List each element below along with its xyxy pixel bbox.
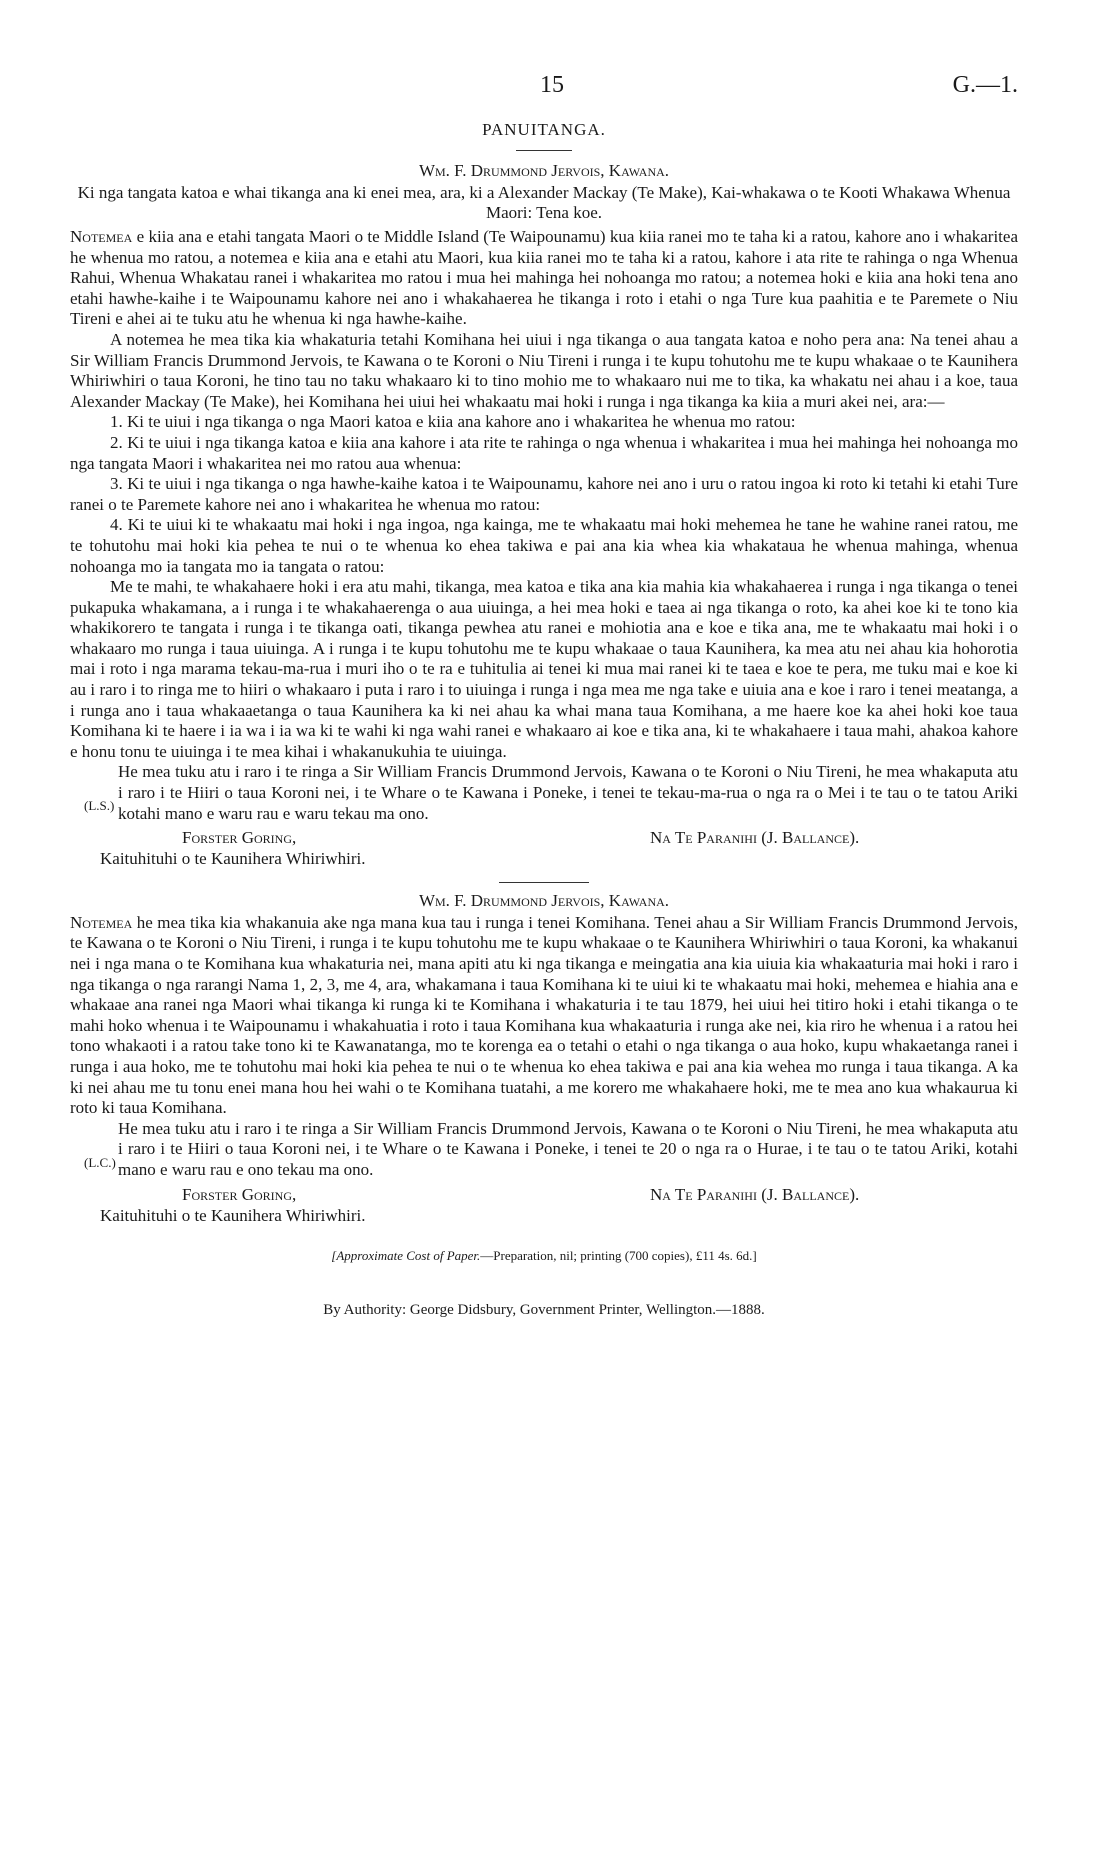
- governor-line: Wm. F. Drummond Jervois, Kawana.: [418, 890, 670, 910]
- proclamation-one: [70, 161, 1018, 870]
- cost-detail: —Preparation, nil; printing (700 copies), £11 4s. 6d.]: [480, 1248, 757, 1264]
- signer-office: Kaituhituhi o te Kaunihera Whiriwhiri.: [100, 849, 366, 869]
- list-item: 3. Ki te uiui i nga tikanga o nga hawhe-kaihe katoa i te Waipounamu, kahore nei ano i uru o ratou ingoa ki roto ki tetahi ki etahi Ture ranei o te Paremete kahore nei ano i whakaritea he whenua mo ratou:: [70, 474, 1018, 514]
- signer-minister: Na Te Paranihi (J. Ballance).: [650, 1184, 860, 1204]
- given-text: He mea tuku atu i raro i te ringa a Sir William Francis Drummond Jervois, Kawana o te Koroni o Niu Tireni, he mea whakaputa atu i raro i te Hiiri o taua Koroni nei, i te Whare o te Kawana i Poneke, i tenei te 20 o nga ra o Hurae, i te tau o te tatou Ariki, kotahi mano e waru rau e ono tekau ma ono.: [118, 1118, 1018, 1179]
- signer-office: Kaituhituhi o te Kaunihera Whiriwhiri.: [100, 1205, 366, 1225]
- address-line: Ki nga tangata katoa e whai tikanga ana ki enei mea, ara, ki a Alexander Mackay (Te Make), Kai-whakawa o te Kooti Whakawa Whenua Maori: Tena koe.: [77, 183, 1011, 222]
- page-header: [70, 72, 1018, 116]
- opening-word: Notemea: [70, 227, 133, 246]
- signer-minister: Na Te Paranihi (J. Ballance).: [650, 828, 860, 848]
- opening-word: Notemea: [70, 912, 133, 932]
- list-item: 4. Ki te uiui ki te whakaatu mai hoki i nga ingoa, nga kainga, me te whakaatu mai hoki mehemea he tane he wahine ranei ratou, me te tohutohu mai hoki kia pehea te nui o te whenua ko ehea takiwa e pai ana kia whea kia whakatauа he whenua mahinga, whenua nohoanga mo ia tangata mo ia tangata o ratou:: [70, 515, 1018, 576]
- printer-authority: By Authority: George Didsbury, Government Printer, Wellington.—1888.: [323, 1302, 765, 1319]
- seal-mark: (L.S.): [84, 798, 115, 814]
- list-item: 2. Ki te uiui i nga tikanga katoa e kiia ana kahore i ata rite te rahinga o nga whenua i whakaritea i mua hei mahinga hei nohoanga mo nga tangata Maori i whakaritea nei mo ratou aua whenua:: [70, 432, 1018, 473]
- paragraph-text: e kiia ana e etahi tangata Maori o te Middle Island (Te Waipounamu) kua kiia ranei mo te taha ki a ratou, kahore ano i whakaritea he whenua mo ratou, a notemea e kiia ana e etahi atu Maori, kua kiia ranei mo te taha ki a ratou, kahore i ata rite te rahinga o nga Whenua Rahui, Whenua Whakatau ranei i whakaritea mo ratou i mua hei mahinga hei nohoanga mo ratou; a notemea hoki e kiia ana hoki tena ano etahi hawhe-kaihe i te Waipounamu kahore nei ano i whakahaerea he tikanga i roto i etahi o nga Ture kua paahitia e te Paremete o Niu Tireni e ahei ai te tuku atu he whenua ki nga hawhe-kaihe.: [70, 227, 1018, 329]
- governor-line: Wm. F. Drummond Jervois, Kawana.: [418, 161, 670, 180]
- paragraph: A notemea he mea tika kia whakaturia tetahi Komihana hei uiui i nga tikanga o aua tangata katoa e noho pera ana: Na tenei ahau a Sir William Francis Drummond Jervois, te Kawana o te Koroni o Niu Tireni i runga i te kupu tohutohu me te kupu whakaae o te Kaunihera Whiriwhiri o taua Koroni, he tino tau no taku whakaaro ki to tino mohio me to whakaaro nui me to tika, ka whakatu nei ahau i a koe, taua Alexander Mackay (Te Make), hei Komihana hei uiui hei whakaatu mai hoki i runga i nga tikanga ka kiia a muri akei nei, ara:—: [70, 329, 1018, 411]
- signer-clerk: Forster Goring,: [182, 828, 297, 848]
- given-under-hand-block: [70, 1119, 1018, 1181]
- signer-clerk: Forster Goring,: [182, 1184, 297, 1204]
- given-under-hand-block: [70, 762, 1018, 824]
- signature-row: [70, 828, 1018, 849]
- title-rule: [516, 150, 572, 151]
- document-reference: G.—1.: [952, 72, 1018, 98]
- paragraph-text: he mea tika kia whakanuia ake nga mana kua tau i runga i tenei Komihana. Tenei ahau a Sir William Francis Drummond Jervois, te Kawana o te Koroni o Niu Tireni, i runga i te kupu tohutohu me te kupu whakaae o te Kaunihera Whiriwhiri o taua Koroni, ka whakanui nei i nga mana o te Komihana kua whakaturia nei, mana apiti atu ki nga tikanga e meingatia ana kia uiuia kia whakaaturia mai hoki i raro i nga tikanga o nga rarangi Nama 1, 2, 3, me 4, ara, whakamana i taua Komihana ki te uiui ki te whakaatu mai hoki, mehemea e hiahia ana e whakaae ana ranei nga Maori whai tikanga ki runga ki te Komihana i whakaturia i te tau 1879, hei uiui hei titiro hoki i etahi tikanga o te mahi hoko whenua i te Waipounamu i whakahuatia i roto i taua Komihana kua whakaaturia i runga ake nei, kia riro he whenua i a ratou hei tono whakaoti i a ratou take tono ki te Kawanatanga, mo te korenga ea o tetahi o etahi o nga tikanga o aua hoko, kupu whakaetanga ranei i runga i aua hoko, me te tohutohu mai hoki kia pehea te nui o te whenua ko ehea takiwa e pai ana kia wehea mo runga i taua tikanga. A ka ki nei ahau me tu tonu enei mana hou hei wahi o te Komihana tuatahi, a me korero me whakahaere hoki, me te mea ano kua whakaurua ki roto ki taua Komihana.: [70, 912, 1019, 1118]
- page-number: 15: [540, 72, 564, 98]
- cost-label: [Approximate Cost of Paper.: [331, 1248, 481, 1264]
- document-title: PANUITANGA.: [482, 120, 606, 139]
- list-item: 1. Ki te uiui i nga tikanga o nga Maori katoa e kiia ana kahore ano i whakaritea he whenua mo ratou:: [110, 412, 796, 432]
- cost-note: [70, 1248, 1018, 1264]
- paragraph: [70, 227, 1018, 330]
- paragraph: Me te mahi, te whakahaere hoki i era atu mahi, tikanga, mea katoa e tika ana kia mahia kia whakahaerea i runga i nga tikanga o tenei pukapuka whakamana, a i runga i te whakahaerenga o aua uiuinga, a hei mea hoki e taea ai nga tikanga o roto, ka ahei koe ki te tono kia whakikorero te tangata i runga i te tikanga oati, tikanga pewhea atu ranei e mohiotia ana e koe e tika ana, me te whakaatu mai hoki i o whakaaro mo runga i taua uiuinga. A i runga i te kupu tohutohu me te kupu whakaae o taua Kaunihera, ka mea atu nei ahau kia hohorotia mai i roto i nga marama tekau-ma-rua i muri iho o te ra e tuhitulia ai tenei ki mua mai ranei ki te taea e koe te pera, me tuku mai e koe ki au i raro i to ringa me to hiiri o whakaaro i puta i raro i to uiuinga i runga i nga mea me nga take e uiuia ana e koe i raro i tenei meatanga, a i runga ano i taua whakaaetanga o taua Kaunihera ka ki nei ahau ka whai mana taua Komihana, a me haere koe ka ahei hoki koe taua Komihana ki te haere i ia wa i ia wa ki te wahi ki nga wahi ranei e whakaaro ai koe e tika ana, ki te whakahaere i taua mahi, ahakoa kahore e honu tonu te uiuinga i te mea kihai i whakanukuhia te uiuinga.: [70, 577, 1018, 761]
- given-text: He mea tuku atu i raro i te ringa a Sir William Francis Drummond Jervois, Kawana o te Koroni o Niu Tireni, he mea whakaputa atu i raro i te Hiiri o taua Koroni nei, i te Whare o te Kawana i Poneke, i tenei te tekau-ma-rua o nga ra o Mei i te tau o te tatou Ariki kotahi mano e waru rau e waru tekau ma ono.: [118, 762, 1018, 823]
- section-divider: [499, 882, 589, 883]
- proclamation-two: [70, 891, 1018, 1226]
- seal-mark: (L.C.): [84, 1154, 116, 1170]
- paragraph: [70, 913, 1018, 1119]
- signature-row: [70, 1185, 1018, 1206]
